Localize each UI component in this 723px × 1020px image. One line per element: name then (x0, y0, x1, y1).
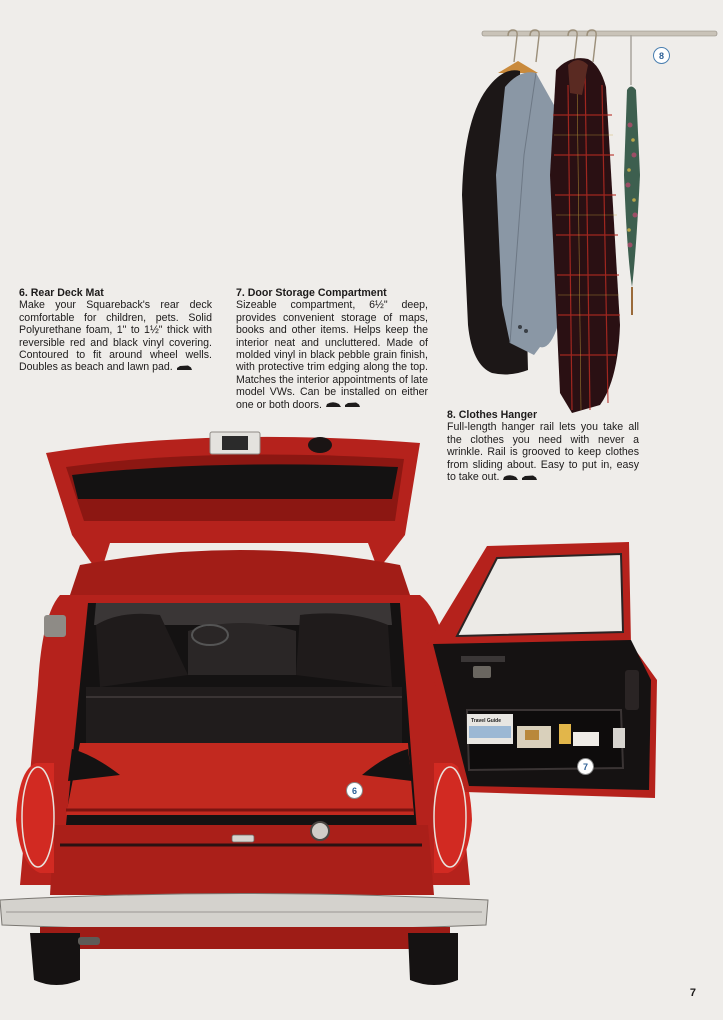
section-body: Sizeable compartment, 6½" deep, provides convenient storage of maps, books and other items. Helps keep the interior neat and uncluttered. Made of molded vinyl in black pebble grain finish, with protective trim edging along the top. Matches the interior appointments of late model VWs. Can be installed on either one or both doors. (236, 299, 428, 411)
callout-7-badge: 7 (577, 758, 594, 775)
car-model-icons (325, 399, 363, 411)
clothes-hanger-illustration (450, 25, 720, 420)
car-icon (325, 401, 342, 408)
section-heading: 8. Clothes Hanger (447, 409, 538, 421)
section-rear-deck-mat (19, 287, 212, 374)
car-icon (521, 474, 538, 481)
travel-guide-label: Travel Guide (471, 718, 502, 724)
car-model-icons (176, 361, 195, 373)
section-heading: 7. Door Storage Compartment (236, 287, 387, 299)
car-model-icons (502, 471, 540, 483)
car-icon (344, 401, 361, 408)
callout-6-badge: 6 (346, 782, 363, 799)
section-body: Make your Squareback's rear deck comfortable for children, pets. Solid Polyurethane foam, 1" to 1½" thick with reversible red and black vinyl covering. Contoured to fit around wheel wells. Doubles as beach and lawn pad. (19, 299, 212, 374)
section-heading: 6. Rear Deck Mat (19, 287, 104, 299)
squareback-car-illustration (0, 425, 490, 990)
car-icon (176, 364, 193, 371)
car-icon (502, 474, 519, 481)
section-door-storage (236, 287, 428, 411)
callout-8-badge: 8 (653, 47, 670, 64)
page-number: 7 (689, 987, 696, 999)
open-door-illustration (425, 540, 660, 802)
section-body: Full-length hanger rail lets you take all the clothes you need with never a wrinkle. Rail is grooved to keep clothes from sliding about. Easy to put in, easy to take out. (447, 421, 639, 484)
